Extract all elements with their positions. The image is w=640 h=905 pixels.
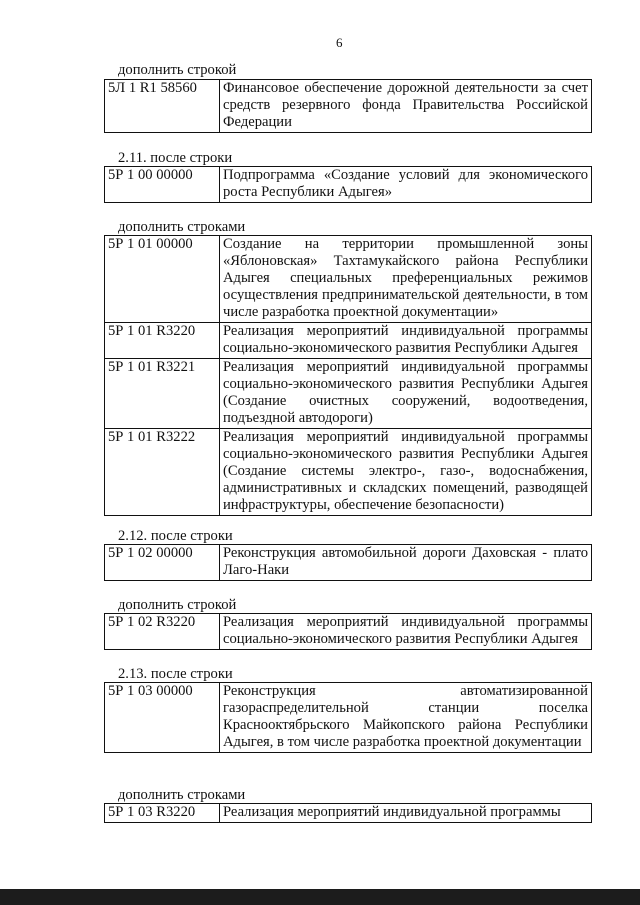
budget-code: 5Л 1 R1 58560 [105,80,220,133]
budget-description: Реализация мероприятий индивидуальной программы [220,804,592,823]
budget-description: Реконструкция автоматизированной газораспределительной станции поселка Краснооктябрьского Майкопского района Республики Адыгея, в том числе разработка проектной документации [220,683,592,753]
section-heading: 2.12. после строки [118,528,233,544]
section-heading: 2.13. после строки [118,666,233,682]
table-row [105,614,592,650]
budget-table [104,544,592,581]
table-row [105,359,592,429]
table-row [105,236,592,323]
page-number: 6 [336,35,343,50]
table-row [105,429,592,516]
scan-edge [0,889,640,905]
budget-code: 5Р 1 03 00000 [105,683,220,753]
table-row [105,323,592,359]
budget-description: Реализация мероприятий индивидуальной программы социально-экономического развития Республики Адыгея (Создание очистных сооружений, водоотведения, подъездной автодороги) [220,359,592,429]
section-heading: дополнить строками [118,219,246,235]
table-row [105,167,592,203]
budget-description: Реализация мероприятий индивидуальной программы социально-экономического развития Республики Адыгея [220,614,592,650]
table-row [105,545,592,581]
budget-description: Создание на территории промышленной зоны «Яблоновская» Тахтамукайского района Республики Адыгея специальных преференциальных режимов осуществления предпринимательской деятельности, в том числе разработка проектной документации» [220,236,592,323]
table-row [105,804,592,823]
budget-description: Реализация мероприятий индивидуальной программы социально-экономического развития Республики Адыгея [220,323,592,359]
section-heading: 2.11. после строки [118,150,233,166]
budget-code: 5Р 1 00 00000 [105,167,220,203]
section-heading: дополнить строкой [118,62,237,78]
budget-code: 5Р 1 01 00000 [105,236,220,323]
budget-description: Подпрограмма «Создание условий для экономического роста Республики Адыгея» [220,167,592,203]
section-heading: дополнить строками [118,787,246,803]
budget-code: 5Р 1 03 R3220 [105,804,220,823]
table-row [105,683,592,753]
budget-description: Реконструкция автомобильной дороги Даховская - плато Лаго-Наки [220,545,592,581]
budget-table [104,613,592,650]
budget-table [104,166,592,203]
budget-code: 5Р 1 01 R3221 [105,359,220,429]
budget-code: 5Р 1 02 R3220 [105,614,220,650]
budget-code: 5Р 1 02 00000 [105,545,220,581]
budget-description: Финансовое обеспечение дорожной деятельности за счет средств резервного фонда Правительства Российской Федерации [220,80,592,133]
budget-code: 5Р 1 01 R3222 [105,429,220,516]
budget-table [104,803,592,823]
budget-table [104,235,592,516]
budget-code: 5Р 1 01 R3220 [105,323,220,359]
budget-table [104,79,592,133]
table-row [105,80,592,133]
budget-table [104,682,592,753]
budget-description: Реализация мероприятий индивидуальной программы социально-экономического развития Республики Адыгея (Создание системы электро-, газо-, водоснабжения, административных и складских помещений, разводящей инфраструктуры, обеспечение безопасности) [220,429,592,516]
section-heading: дополнить строкой [118,597,237,613]
